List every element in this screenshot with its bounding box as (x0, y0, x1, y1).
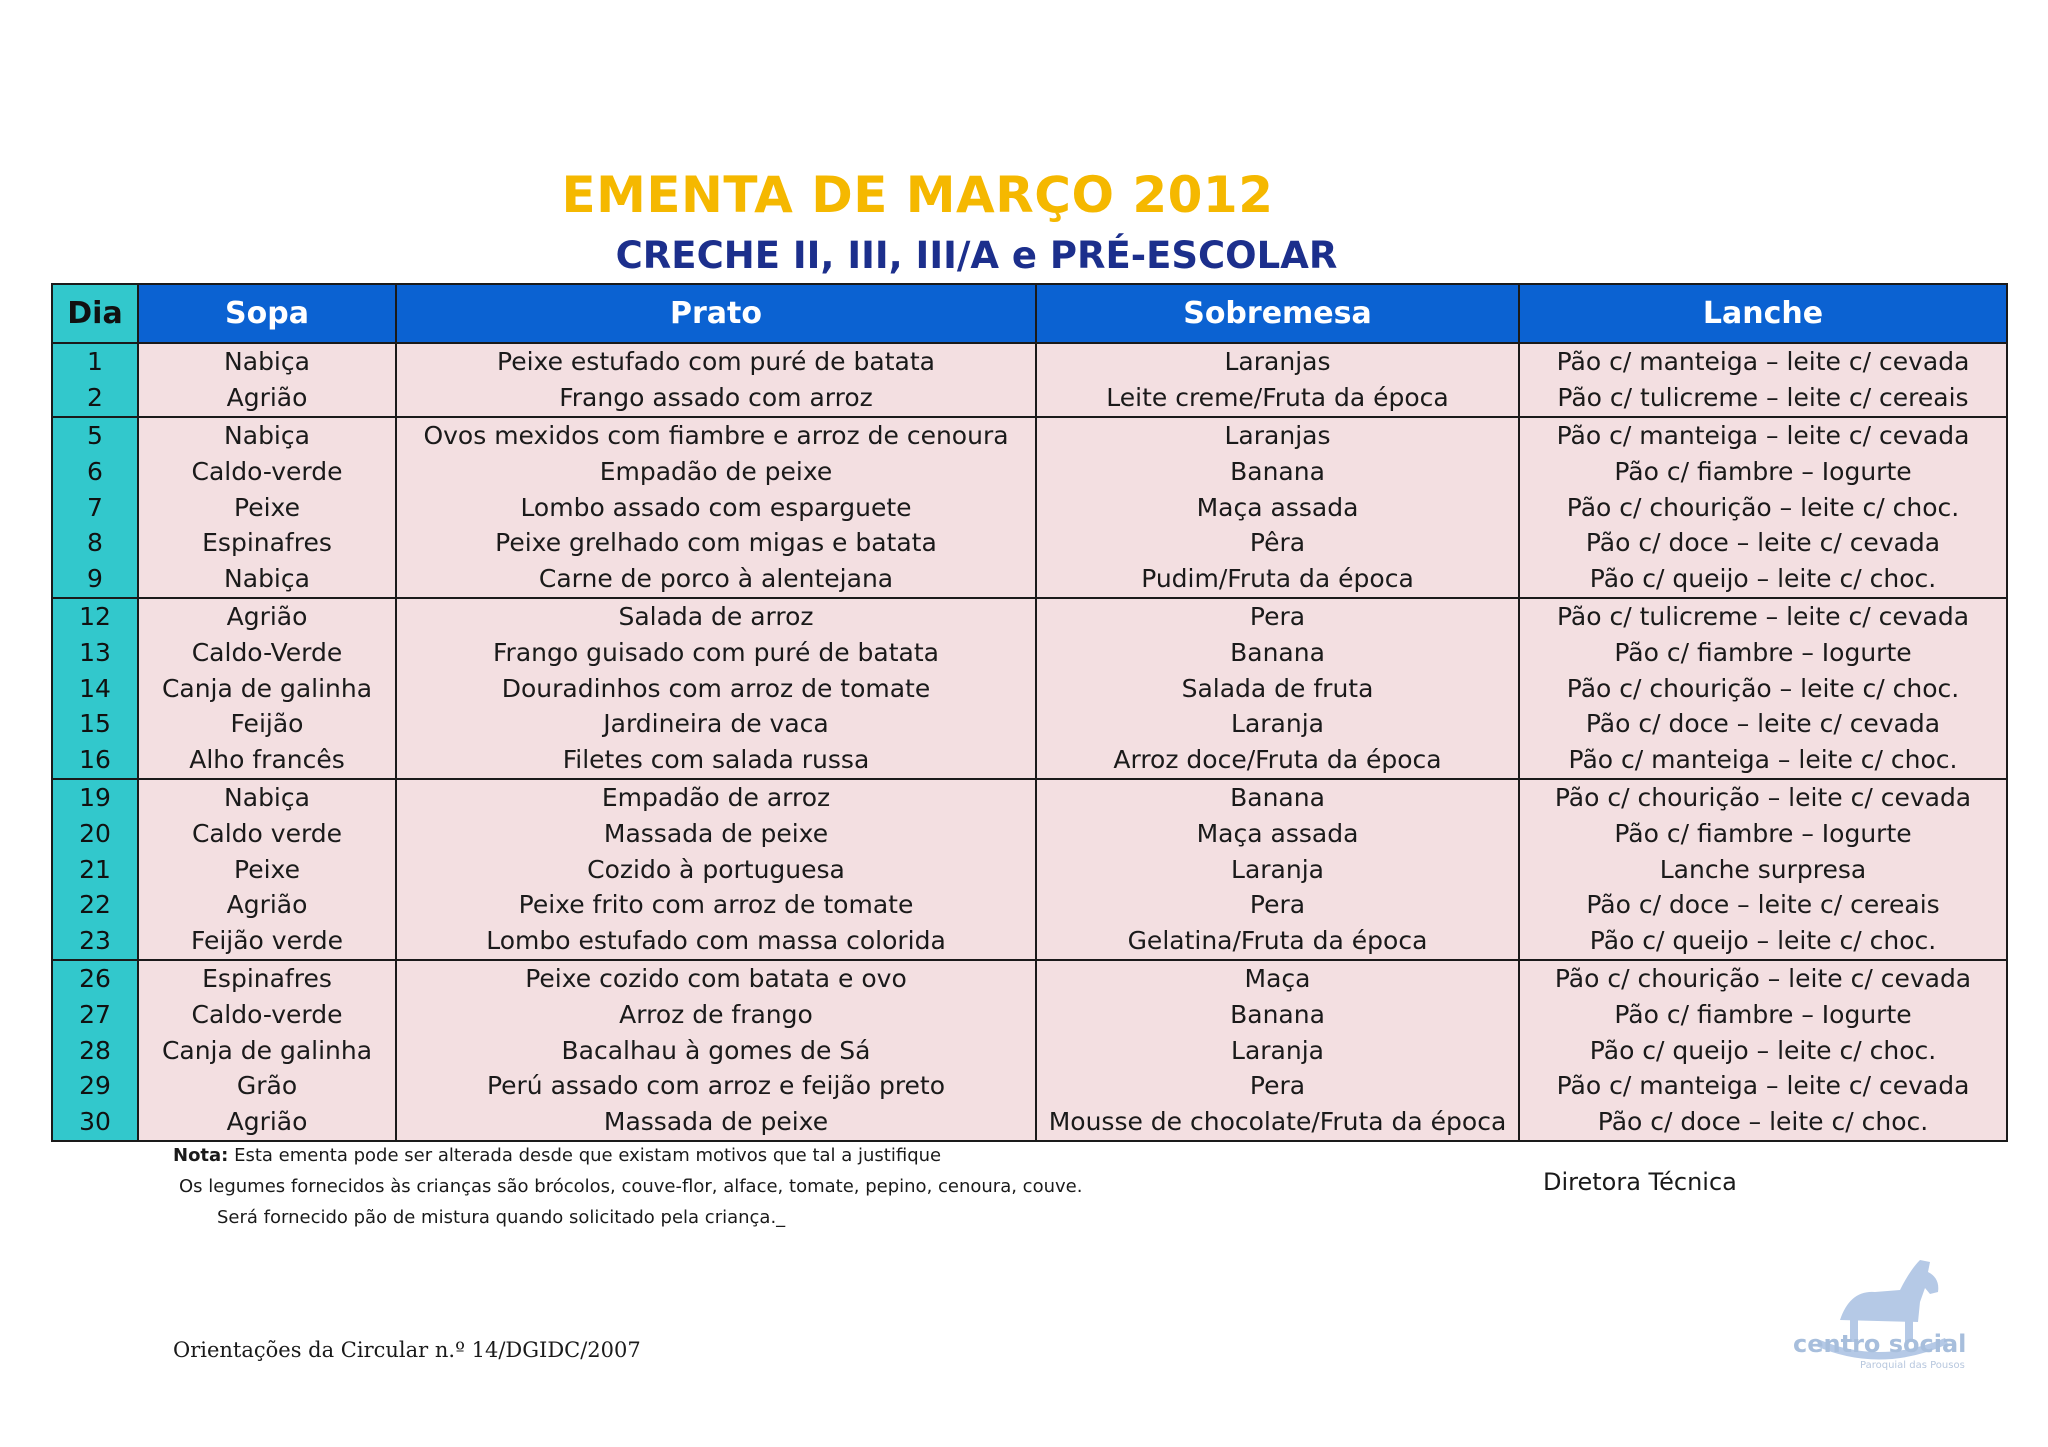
header-sobremesa: Sobremesa (1036, 284, 1519, 343)
header-sopa: Sopa (138, 284, 396, 343)
cell-dia: 30 (52, 1104, 138, 1141)
cell-sobremesa: Laranja (1036, 1032, 1519, 1068)
menu-table-body (52, 343, 2007, 1141)
cell-sopa: Nabiça (138, 343, 396, 380)
table-row (52, 1068, 2007, 1104)
cell-sobremesa: Maça assada (1036, 489, 1519, 525)
cell-sopa: Alho francês (138, 742, 396, 779)
table-row (52, 923, 2007, 960)
cell-sopa: Espinafres (138, 525, 396, 561)
circular-reference: Orientações da Circular n.º 14/DGIDC/2007 (173, 1338, 641, 1362)
cell-sobremesa: Leite creme/Fruta da época (1036, 380, 1519, 417)
cell-sopa: Agrião (138, 598, 396, 635)
cell-sobremesa: Laranjas (1036, 343, 1519, 380)
cell-dia: 6 (52, 453, 138, 489)
cell-sopa: Feijão verde (138, 923, 396, 960)
cell-dia: 16 (52, 742, 138, 779)
cell-lanche: Pão c/ chourição – leite c/ choc. (1519, 489, 2007, 525)
cell-prato: Perú assado com arroz e feijão preto (396, 1068, 1036, 1104)
cell-sopa: Agrião (138, 887, 396, 923)
cell-sobremesa: Maça assada (1036, 815, 1519, 851)
cell-sobremesa: Laranja (1036, 851, 1519, 887)
cell-prato: Salada de arroz (396, 598, 1036, 635)
cell-sopa: Caldo-verde (138, 453, 396, 489)
table-row (52, 525, 2007, 561)
cell-dia: 20 (52, 815, 138, 851)
page-title: EMENTA DE MARÇO 2012 (561, 166, 1274, 224)
cell-prato: Peixe frito com arroz de tomate (396, 887, 1036, 923)
cell-lanche: Pão c/ manteiga – leite c/ cevada (1519, 343, 2007, 380)
table-row (52, 1104, 2007, 1141)
cell-prato: Frango assado com arroz (396, 380, 1036, 417)
cell-sobremesa: Arroz doce/Fruta da época (1036, 742, 1519, 779)
logo-text: centro social (1793, 1330, 1967, 1358)
cell-dia: 8 (52, 525, 138, 561)
cell-dia: 1 (52, 343, 138, 380)
cell-prato: Cozido à portuguesa (396, 851, 1036, 887)
cell-prato: Peixe cozido com batata e ovo (396, 960, 1036, 997)
cell-sobremesa: Pera (1036, 1068, 1519, 1104)
table-row (52, 634, 2007, 670)
cell-lanche: Pão c/ queijo – leite c/ choc. (1519, 923, 2007, 960)
cell-dia: 21 (52, 851, 138, 887)
cell-lanche: Lanche surpresa (1519, 851, 2007, 887)
table-row (52, 779, 2007, 816)
cell-dia: 13 (52, 634, 138, 670)
cell-prato: Lombo assado com esparguete (396, 489, 1036, 525)
cell-lanche: Pão c/ fiambre – Iogurte (1519, 634, 2007, 670)
note-label: Nota: (173, 1145, 229, 1166)
notes-block (173, 1140, 1082, 1233)
cell-dia: 9 (52, 561, 138, 598)
cell-sopa: Caldo verde (138, 815, 396, 851)
header-lanche: Lanche (1519, 284, 2007, 343)
cell-dia: 15 (52, 706, 138, 742)
note-line-2: Os legumes fornecidos às crianças são brócolos, couve-flor, alface, tomate, pepino, cenoura, couve. (179, 1176, 1083, 1197)
cell-dia: 27 (52, 996, 138, 1032)
cell-dia: 2 (52, 380, 138, 417)
cell-sobremesa: Maça (1036, 960, 1519, 997)
cell-sobremesa: Pera (1036, 887, 1519, 923)
cell-sopa: Canja de galinha (138, 670, 396, 706)
logo-subtext: Paroquial das Pousos (1860, 1360, 1965, 1371)
rocking-horse-icon (1780, 1240, 1980, 1380)
table-row (52, 453, 2007, 489)
cell-sobremesa: Banana (1036, 453, 1519, 489)
cell-lanche: Pão c/ chourição – leite c/ cevada (1519, 779, 2007, 816)
cell-sobremesa: Laranja (1036, 706, 1519, 742)
cell-lanche: Pão c/ manteiga – leite c/ choc. (1519, 742, 2007, 779)
cell-sobremesa: Pera (1036, 598, 1519, 635)
table-row (52, 815, 2007, 851)
table-row (52, 561, 2007, 598)
table-row (52, 417, 2007, 454)
table-row (52, 706, 2007, 742)
cell-sopa: Canja de galinha (138, 1032, 396, 1068)
cell-prato: Ovos mexidos com fiambre e arroz de cenoura (396, 417, 1036, 454)
cell-lanche: Pão c/ doce – leite c/ cereais (1519, 887, 2007, 923)
cell-prato: Empadão de peixe (396, 453, 1036, 489)
cell-lanche: Pão c/ doce – leite c/ choc. (1519, 1104, 2007, 1141)
cell-sopa: Grão (138, 1068, 396, 1104)
cell-lanche: Pão c/ manteiga – leite c/ cevada (1519, 1068, 2007, 1104)
header-dia: Dia (52, 284, 138, 343)
cell-prato: Massada de peixe (396, 815, 1036, 851)
cell-prato: Douradinhos com arroz de tomate (396, 670, 1036, 706)
cell-lanche: Pão c/ manteiga – leite c/ cevada (1519, 417, 2007, 454)
cell-sobremesa: Mousse de chocolate/Fruta da época (1036, 1104, 1519, 1141)
cell-sopa: Agrião (138, 380, 396, 417)
cell-sopa: Nabiça (138, 779, 396, 816)
cell-dia: 28 (52, 1032, 138, 1068)
cell-dia: 5 (52, 417, 138, 454)
cell-dia: 23 (52, 923, 138, 960)
note-text-1: Esta ementa pode ser alterada desde que existam motivos que tal a justifique (234, 1145, 942, 1166)
cell-lanche: Pão c/ doce – leite c/ cevada (1519, 525, 2007, 561)
cell-dia: 29 (52, 1068, 138, 1104)
cell-dia: 12 (52, 598, 138, 635)
cell-prato: Peixe estufado com puré de batata (396, 343, 1036, 380)
cell-lanche: Pão c/ fiambre – Iogurte (1519, 453, 2007, 489)
cell-sobremesa: Laranjas (1036, 417, 1519, 454)
cell-prato: Massada de peixe (396, 1104, 1036, 1141)
page-subtitle: CRECHE II, III, III/A e PRÉ-ESCOLAR (615, 234, 1338, 277)
cell-sobremesa: Banana (1036, 634, 1519, 670)
menu-table (51, 283, 2008, 1142)
table-row (52, 1032, 2007, 1068)
table-row (52, 742, 2007, 779)
cell-sobremesa: Banana (1036, 779, 1519, 816)
table-row (52, 670, 2007, 706)
cell-sopa: Nabiça (138, 417, 396, 454)
table-row (52, 960, 2007, 997)
table-row (52, 489, 2007, 525)
cell-sopa: Agrião (138, 1104, 396, 1141)
cell-sopa: Peixe (138, 489, 396, 525)
cell-dia: 7 (52, 489, 138, 525)
cell-sopa: Nabiça (138, 561, 396, 598)
cell-lanche: Pão c/ queijo – leite c/ choc. (1519, 561, 2007, 598)
cell-sopa: Caldo-verde (138, 996, 396, 1032)
table-row (52, 380, 2007, 417)
cell-sopa: Feijão (138, 706, 396, 742)
cell-sobremesa: Salada de fruta (1036, 670, 1519, 706)
cell-dia: 14 (52, 670, 138, 706)
header-prato: Prato (396, 284, 1036, 343)
table-row (52, 343, 2007, 380)
cell-prato: Lombo estufado com massa colorida (396, 923, 1036, 960)
table-row (52, 851, 2007, 887)
cell-lanche: Pão c/ tulicreme – leite c/ cereais (1519, 380, 2007, 417)
table-row (52, 996, 2007, 1032)
cell-prato: Filetes com salada russa (396, 742, 1036, 779)
cell-dia: 22 (52, 887, 138, 923)
cell-prato: Empadão de arroz (396, 779, 1036, 816)
cell-sobremesa: Gelatina/Fruta da época (1036, 923, 1519, 960)
cell-sobremesa: Pudim/Fruta da época (1036, 561, 1519, 598)
cell-lanche: Pão c/ tulicreme – leite c/ cevada (1519, 598, 2007, 635)
cell-sobremesa: Pêra (1036, 525, 1519, 561)
cell-lanche: Pão c/ chourição – leite c/ choc. (1519, 670, 2007, 706)
cell-lanche: Pão c/ fiambre – Iogurte (1519, 996, 2007, 1032)
signature-label: Diretora Técnica (1543, 1168, 1737, 1196)
cell-sobremesa: Banana (1036, 996, 1519, 1032)
cell-lanche: Pão c/ queijo – leite c/ choc. (1519, 1032, 2007, 1068)
cell-sopa: Caldo-Verde (138, 634, 396, 670)
cell-prato: Frango guisado com puré de batata (396, 634, 1036, 670)
table-row (52, 887, 2007, 923)
cell-dia: 26 (52, 960, 138, 997)
cell-sopa: Peixe (138, 851, 396, 887)
cell-prato: Carne de porco à alentejana (396, 561, 1036, 598)
cell-lanche: Pão c/ chourição – leite c/ cevada (1519, 960, 2007, 997)
cell-prato: Arroz de frango (396, 996, 1036, 1032)
note-line-1 (173, 1140, 1082, 1171)
cell-prato: Bacalhau à gomes de Sá (396, 1032, 1036, 1068)
cell-prato: Jardineira de vaca (396, 706, 1036, 742)
note-line-3: Será fornecido pão de mistura quando solicitado pela criança._ (217, 1207, 786, 1228)
cell-prato: Peixe grelhado com migas e batata (396, 525, 1036, 561)
table-header-row (52, 284, 2007, 343)
cell-dia: 19 (52, 779, 138, 816)
cell-lanche: Pão c/ doce – leite c/ cevada (1519, 706, 2007, 742)
table-row (52, 598, 2007, 635)
cell-lanche: Pão c/ fiambre – Iogurte (1519, 815, 2007, 851)
cell-sopa: Espinafres (138, 960, 396, 997)
